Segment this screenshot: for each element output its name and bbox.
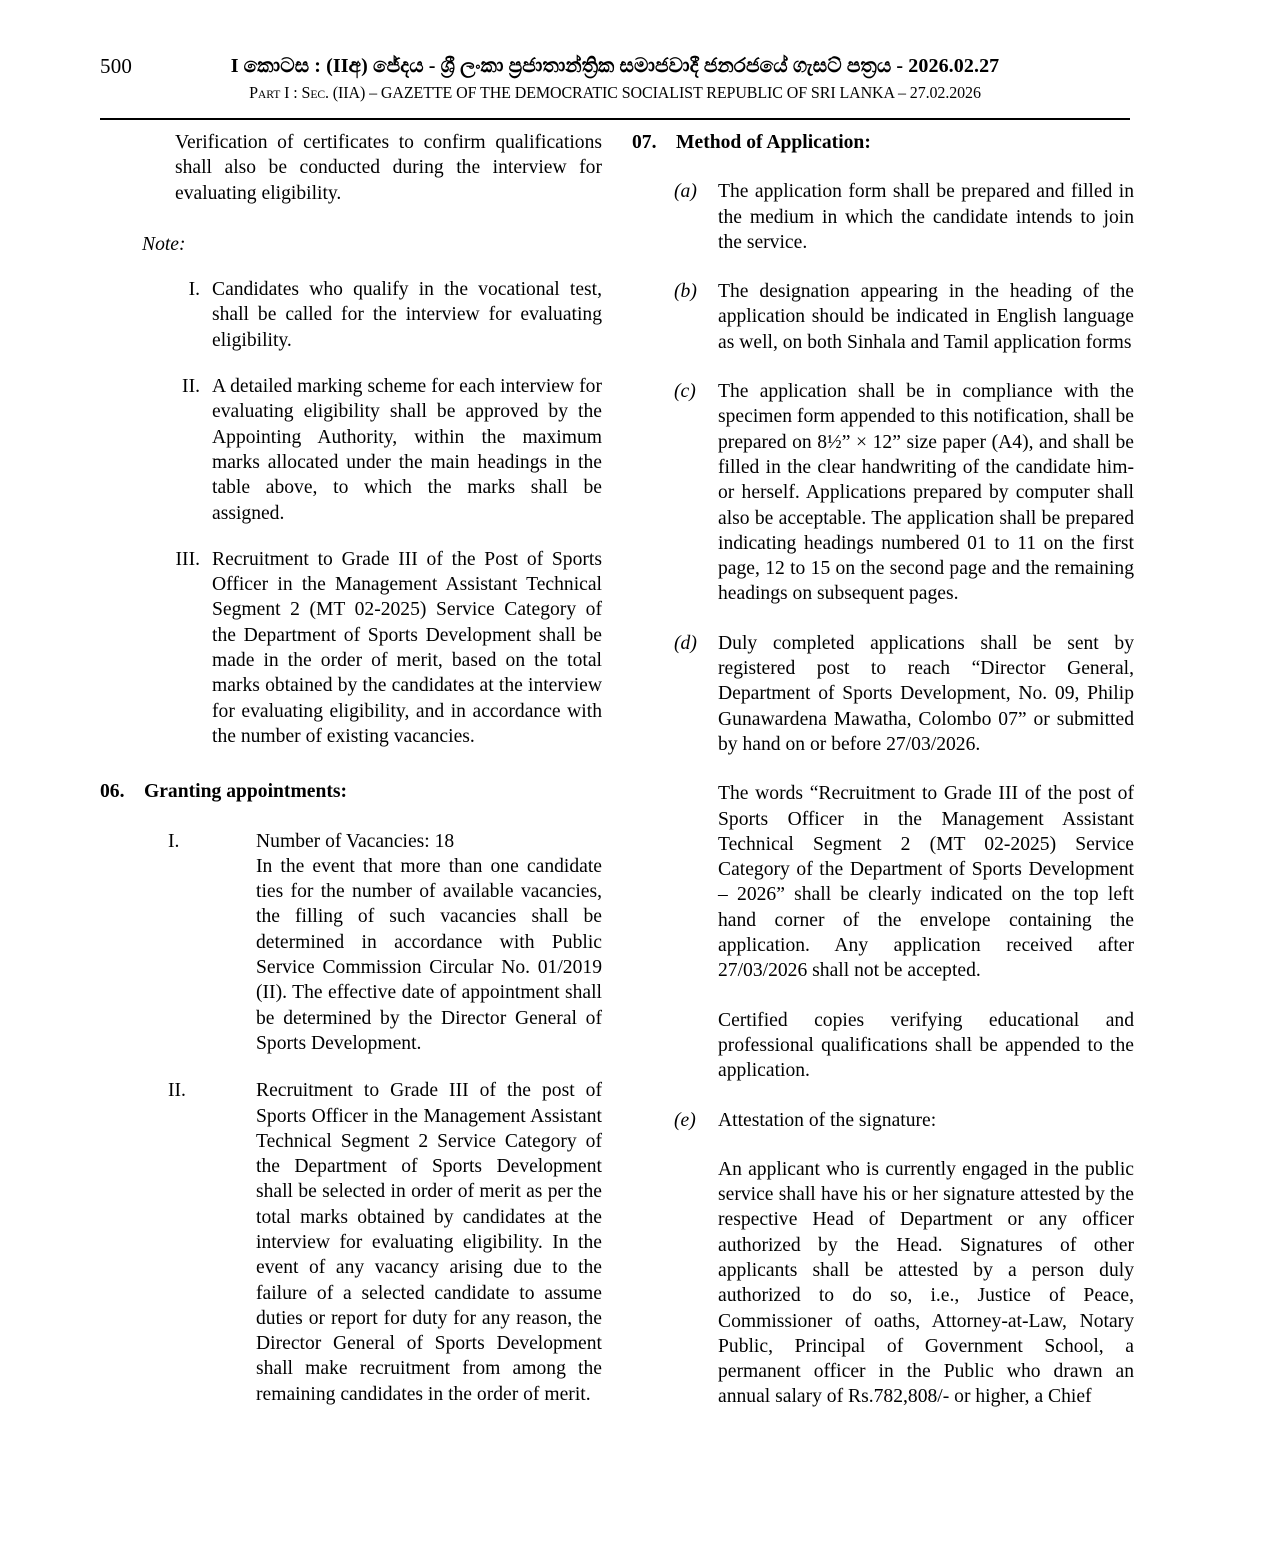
sub-paragraph: An applicant who is currently engaged in the public service shall have his or her signature attested by the respective Head of Department or any officer authorized by the Head. Signatures of other applicants shall be attested by a person duly authorized to do so, i.e., Justice of Peace, Commissioner of oaths, Attorney-at-Law, Notary Public, Principal of Government School, a permanent officer in the Public who drawn an annual salary of Rs.782,808/- or higher, a Chief	[718, 1158, 1134, 1408]
list-marker: (b)	[674, 281, 697, 303]
list-item	[674, 1108, 1134, 1410]
list-text: The application form shall be prepared and filled in the medium in which the candidate intends to join the service.	[718, 181, 1134, 253]
list-item	[168, 374, 602, 526]
section-title: Granting appointments:	[144, 781, 348, 803]
section-number: 06.	[100, 781, 125, 803]
list-text	[718, 631, 1134, 1084]
list-marker: (e)	[674, 1109, 696, 1131]
body-columns	[100, 130, 1135, 1434]
list-marker: III.	[175, 548, 200, 570]
list-marker: I.	[168, 830, 180, 852]
list-text: The designation appearing in the heading of the application should be indicated in English language as well, on both Sinhala and Tamil application forms	[718, 281, 1134, 353]
header-divider	[100, 118, 1130, 120]
page-number: 500	[100, 54, 133, 78]
list-text	[718, 1108, 1134, 1410]
list-marker: (a)	[674, 181, 697, 203]
sub-paragraph: Certified copies verifying educational and professional qualifications shall be appended to the application.	[718, 1009, 1134, 1082]
section-06-list	[168, 829, 602, 1408]
list-item	[674, 179, 1134, 255]
list-item	[168, 1078, 602, 1407]
list-item	[168, 547, 602, 749]
list-item	[674, 379, 1134, 607]
list-text: Candidates who qualify in the vocational test, shall be called for the interview for evaluating eligibility.	[212, 279, 602, 351]
left-column	[100, 130, 602, 1434]
list-marker: II.	[168, 1080, 186, 1102]
list-text: Recruitment to Grade III of the Post of Sports Officer in the Management Assistant Technical Segment 2 (MT 02-2025) Service Category of the Department of Sports Development shall be made in the order of merit, based on the total marks obtained by the candidates at the interview for evaluating eligibility, and in accordance with the number of existing vacancies.	[212, 548, 602, 747]
right-column	[632, 130, 1134, 1434]
list-item	[168, 277, 602, 353]
vacancies-line: Number of Vacancies: 18	[256, 830, 455, 852]
header-title-sinhala: I කොටස : (IIඅ) ජේදය - ශ්‍රී ලංකා ප්‍රජාතාන්ත්‍රික සමාජවාදී ජනරජයේ ගැසට් පත්‍රය - 2026.02.27	[230, 55, 1000, 77]
list-text: The application shall be in compliance with the specimen form appended to this notification, shall be prepared on 8½” × 12” size paper (A4), and shall be filled in the clear handwriting of the candidate him- or herself. Applications prepared by computer shall also be acceptable. The application shall be prepared indicating headings numbered 01 to 11 on the first page, 12 to 15 on the second page and the remaining headings on subsequent pages.	[718, 381, 1134, 605]
list-text: Recruitment to Grade III of the post of Sports Officer in the Management Assistant Technical Segment 2 Service Category of the Department of Sports Development shall be selected in order of merit as per the total marks obtained by candidates at the interview for evaluating eligibility. In the event of any vacancy arising due to the failure of a selected candidate to assume duties or report for duty for any reason, the Director General of Sports Development shall make recruitment from among the remaining candidates in the order of merit.	[256, 1080, 602, 1405]
intro-paragraph: Verification of certificates to confirm qualifications shall also be conducted during the interview for evaluating eligibility.	[175, 132, 602, 204]
note-label: Note:	[142, 233, 186, 255]
list-marker: (d)	[674, 632, 697, 654]
sub-paragraph: The words “Recruitment to Grade III of the post of Sports Officer in the Management Assistant Technical Segment 2 (MT 02-2025) Service Category of the Department of Sports Development – 2026” shall be clearly indicated on the top left hand corner of the envelope containing the application. Any application received after 27/03/2026 shall not be accepted.	[718, 783, 1134, 982]
list-text-body: Attestation of the signature:	[718, 1109, 937, 1131]
section-heading-07	[632, 130, 1134, 155]
list-text-body: Duly completed applications shall be sent by registered post to reach “Director General, Department of Sports Development, No. 09, Philip Gunawardena Mawatha, Colombo 07” or submitted by hand on or before 27/03/2026.	[718, 632, 1134, 755]
section-heading-06	[100, 779, 602, 804]
header-titles	[100, 52, 1130, 105]
list-item	[674, 631, 1134, 1084]
list-text: A detailed marking scheme for each interview for evaluating eligibility shall be approved by the Appointing Authority, within the maximum marks allocated under the main headings in the table above, to which the marks shall be assigned.	[212, 376, 602, 524]
page-header	[100, 52, 1130, 105]
list-marker: (c)	[674, 381, 696, 403]
list-item	[168, 829, 602, 1057]
list-marker: I.	[188, 279, 200, 301]
list-marker: II.	[182, 376, 200, 398]
section-title: Method of Application:	[676, 132, 871, 153]
list-text	[256, 829, 602, 1057]
section-number: 07.	[632, 132, 657, 153]
list-text-body: In the event that more than one candidate ties for the number of available vacancies, the filling of such vacancies shall be determined in accordance with Public Service Commission Circular No. 01/2019 (II). The effective date of appointment shall be determined by the Director General of Sports Development.	[256, 855, 602, 1054]
list-item	[674, 279, 1134, 355]
note-list	[168, 277, 602, 749]
header-title-english: Part I : Sec. (IIA) – GAZETTE OF THE DEMOCRATIC SOCIALIST REPUBLIC OF SRI LANKA – 27.02.2026	[249, 83, 981, 102]
section-07-list	[674, 179, 1134, 1409]
